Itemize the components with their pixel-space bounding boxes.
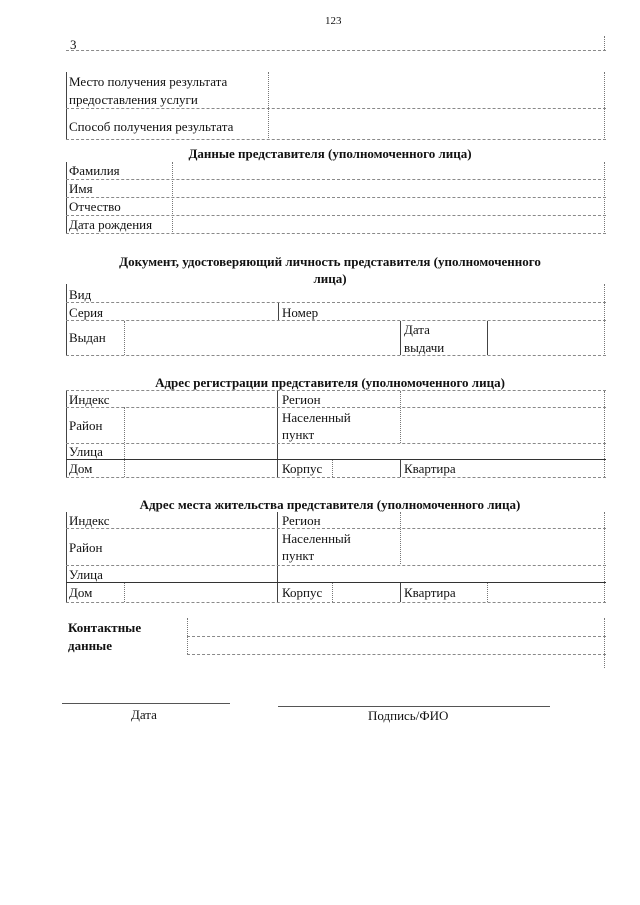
reg-apartment-divider <box>400 460 401 477</box>
res-apartment-field-divider <box>487 583 488 602</box>
res-region-field-divider <box>400 512 401 564</box>
reg-street-label: Улица <box>69 444 103 459</box>
id-issue-date-field-divider <box>487 321 488 355</box>
id-document-heading-line1: Документ, удостоверяющий личность представителя (уполномоченного <box>119 254 541 269</box>
reg-locality-line1: Населенный <box>282 410 351 425</box>
result-method-field[interactable] <box>270 110 604 140</box>
res-house-field-divider <box>124 583 125 602</box>
result-place-line1: Место получения результата <box>69 74 228 89</box>
date-caption: Дата <box>131 707 157 722</box>
res-apartment-divider <box>400 583 401 602</box>
res-address-heading: Адрес места жительства представителя (уполномоченного лица) <box>139 497 521 512</box>
reg-locality-line2: пункт <box>282 427 315 442</box>
reg-address-right-border <box>604 391 605 477</box>
row-right-border <box>604 36 605 50</box>
res-locality-line1: Населенный <box>282 531 351 546</box>
reg-index-field[interactable] <box>125 391 275 407</box>
id-issued-col-divider <box>124 321 125 355</box>
id-document-heading <box>60 254 600 286</box>
reg-apartment-field[interactable] <box>470 460 604 477</box>
reg-house-label: Дом <box>69 461 93 476</box>
sign-signature-line <box>278 706 550 707</box>
reg-address-bottom-line <box>66 477 606 478</box>
res-address-right-border <box>604 512 605 602</box>
contacts-right-border <box>604 618 605 668</box>
result-bottom-line <box>66 139 606 140</box>
last-name-field[interactable] <box>174 162 604 179</box>
result-place-field[interactable] <box>270 72 604 108</box>
result-right-border <box>604 72 605 140</box>
reg-building-label: Корпус <box>282 461 323 476</box>
id-issue-date-divider <box>400 321 401 355</box>
reg-address-heading: Адрес регистрации представителя (уполномоченного лица) <box>155 375 505 390</box>
id-type-label: Вид <box>69 287 92 302</box>
reg-apartment-label: Квартира <box>404 461 456 476</box>
res-address-left-border <box>66 512 67 602</box>
reg-district-col-divider <box>124 407 125 477</box>
representative-col-divider <box>172 162 173 234</box>
result-method-label: Способ получения результата <box>69 119 234 134</box>
result-place-line2: предоставления услуги <box>69 92 198 107</box>
res-region-field[interactable] <box>402 512 604 528</box>
contacts-label <box>68 620 141 653</box>
res-apartment-field[interactable] <box>489 583 604 602</box>
res-district-field[interactable] <box>126 529 276 564</box>
res-street-field[interactable] <box>126 566 604 582</box>
res-building-field[interactable] <box>334 583 399 602</box>
birth-date-label: Дата рождения <box>69 217 153 232</box>
id-issue-date-field[interactable] <box>489 321 604 355</box>
res-index-field[interactable] <box>125 512 275 528</box>
reg-building-field[interactable] <box>334 460 399 477</box>
contacts-mid-line <box>187 636 606 637</box>
row-number: 3 <box>70 37 77 52</box>
reg-index-label: Индекс <box>69 392 110 407</box>
contacts-bottom-line <box>187 654 606 655</box>
last-name-label: Фамилия <box>69 163 120 178</box>
res-locality-label <box>282 531 351 563</box>
res-house-label: Дом <box>69 585 93 600</box>
id-issue-date-label <box>404 322 444 355</box>
id-series-field[interactable] <box>125 303 277 320</box>
reg-locality-field[interactable] <box>402 408 604 443</box>
result-divider <box>66 108 606 109</box>
res-building-label: Корпус <box>282 585 323 600</box>
res-street-label: Улица <box>69 567 103 582</box>
id-issued-by-field[interactable] <box>126 321 398 355</box>
res-index-label: Индекс <box>69 513 110 528</box>
id-number-divider <box>278 303 279 320</box>
res-address-bottom-line <box>66 602 606 603</box>
contacts-line2: данные <box>68 638 112 653</box>
id-issued-by-label: Выдан <box>69 330 106 345</box>
res-locality-field[interactable] <box>402 529 604 564</box>
id-number-field[interactable] <box>330 303 604 320</box>
res-region-label: Регион <box>282 513 321 528</box>
date-signature-line <box>62 703 230 704</box>
id-document-heading-line2: лица) <box>313 271 347 286</box>
id-series-label: Серия <box>69 305 104 320</box>
res-region-divider <box>277 512 278 602</box>
result-col-divider <box>268 72 269 140</box>
reg-region-divider <box>277 391 278 477</box>
reg-region-field-divider <box>400 391 401 443</box>
patronymic-label: Отчество <box>69 199 121 214</box>
result-place-label <box>69 74 227 107</box>
reg-building-field-divider <box>332 460 333 477</box>
res-apartment-label: Квартира <box>404 585 456 600</box>
res-building-field-divider <box>332 583 333 602</box>
id-type-field[interactable] <box>125 284 604 302</box>
res-locality-line2: пункт <box>282 548 315 563</box>
birth-date-field[interactable] <box>174 216 604 233</box>
representative-left-border <box>66 162 67 234</box>
date-signature-field[interactable] <box>62 688 230 703</box>
representative-right-border <box>604 162 605 234</box>
first-name-label: Имя <box>69 181 93 196</box>
reg-locality-label <box>282 410 351 442</box>
sign-caption: Подпись/ФИО <box>368 708 449 723</box>
id-issue-date-line1: Дата <box>404 322 430 337</box>
first-name-field[interactable] <box>174 180 604 197</box>
contacts-line1: Контактные <box>68 620 142 635</box>
reg-region-field[interactable] <box>402 391 604 407</box>
row-divider <box>66 50 606 51</box>
sign-signature-field[interactable] <box>278 690 550 705</box>
result-left-border <box>66 72 67 140</box>
representative-heading: Данные представителя (уполномоченного лица) <box>188 146 472 161</box>
id-number-label: Номер <box>282 305 319 320</box>
page-number: 123 <box>325 15 342 27</box>
reg-house-field[interactable] <box>126 460 276 477</box>
reg-region-label: Регион <box>282 392 321 407</box>
res-district-label: Район <box>69 540 103 555</box>
birth-date-line <box>66 233 606 234</box>
reg-address-left-border <box>66 391 67 477</box>
reg-district-label: Район <box>69 418 103 433</box>
reg-district-field[interactable] <box>126 408 276 443</box>
id-issue-date-line2: выдачи <box>404 340 445 355</box>
id-document-bottom-line <box>66 355 606 356</box>
res-house-field[interactable] <box>126 583 276 602</box>
reg-street-field[interactable] <box>126 444 604 459</box>
patronymic-field[interactable] <box>174 198 604 215</box>
